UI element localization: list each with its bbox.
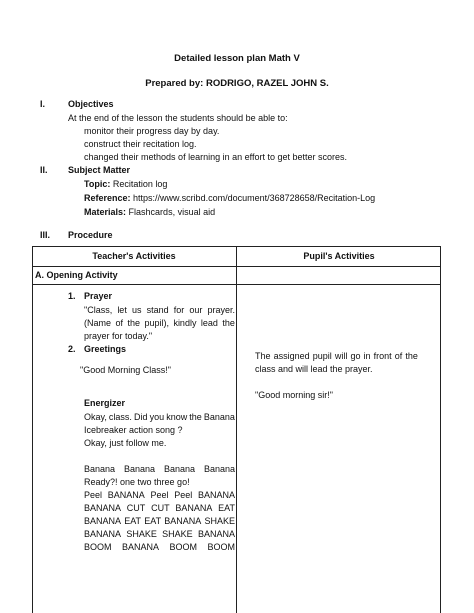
word: SHAKE <box>204 516 235 526</box>
word: for <box>173 305 185 315</box>
prayer-line-last: prayer for today." <box>84 331 153 341</box>
word: CUT <box>151 503 170 513</box>
word: pupil), <box>144 318 169 328</box>
table-column-divider <box>236 246 237 613</box>
topic-label: Topic: <box>84 179 111 189</box>
word: front <box>373 351 392 361</box>
word: Okay, <box>84 412 107 422</box>
teacher-activities-header: Teacher's Activities <box>92 251 176 261</box>
objective-item: changed their methods of learning in an effort to get better scores. <box>84 152 347 162</box>
word: BANANA <box>84 529 122 539</box>
word: "Class, <box>84 305 113 315</box>
procedure-number: III. <box>40 230 51 240</box>
prepared-by-name: RODRIGO, RAZEL JOHN S. <box>205 78 329 89</box>
word: BANANA <box>107 490 145 500</box>
subject-number: II. <box>40 165 48 175</box>
subject-heading: Subject Matter <box>68 165 131 175</box>
opening-activity-heading: A. Opening Activity <box>35 270 118 280</box>
word: BANANA <box>197 490 235 500</box>
objective-item: monitor their progress day by day. <box>84 126 220 136</box>
word: BOOM <box>169 542 197 552</box>
word: Peel <box>150 490 169 500</box>
word: BANANA <box>164 516 202 526</box>
energizer-line <box>84 412 235 422</box>
word: The <box>255 351 271 361</box>
word: our <box>189 305 203 315</box>
song-line: Ready?! one two three go! <box>84 477 190 487</box>
materials-value: Flashcards, visual aid <box>128 207 216 217</box>
word: pupil <box>312 351 332 361</box>
objectives-heading: Objectives <box>68 99 114 109</box>
energizer-line: Okay, just follow me. <box>84 438 167 448</box>
song-line <box>84 542 235 552</box>
pupil-activities-header: Pupil's Activities <box>303 251 375 261</box>
song-line <box>84 529 235 539</box>
word: BANANA <box>84 516 122 526</box>
objective-item: construct their recitation log. <box>84 139 197 149</box>
word: Peel <box>84 490 103 500</box>
song-line <box>84 464 235 474</box>
pupil-line-last: class and will lead the prayer. <box>255 364 373 374</box>
word: EAT <box>124 516 142 526</box>
word: the <box>127 318 140 328</box>
word: stand <box>146 305 169 315</box>
word: us <box>131 305 142 315</box>
word: the <box>405 351 418 361</box>
word: let <box>117 305 127 315</box>
word: prayer. <box>207 305 235 315</box>
topic-line <box>84 179 167 189</box>
word: EAT <box>144 516 162 526</box>
materials-label: Materials: <box>84 207 127 217</box>
word: BANANA <box>84 503 122 513</box>
word: BOOM <box>207 542 235 552</box>
table-section-divider <box>32 284 441 285</box>
pupil-reply: "Good morning sir!" <box>255 390 333 400</box>
objectives-intro: At the end of the lesson the students should be able to: <box>68 113 288 123</box>
song-line <box>84 503 235 513</box>
word: of <box>394 351 403 361</box>
greetings-number: 2. <box>68 344 76 354</box>
prayer-line <box>84 318 235 328</box>
song-line <box>84 516 235 526</box>
prayer-line <box>84 305 235 315</box>
word: Banana <box>163 464 195 474</box>
word: SHAKE <box>126 529 157 539</box>
materials-line <box>84 207 215 217</box>
word: Banana <box>123 464 156 474</box>
energizer-line: Icebreaker action song ? <box>84 425 183 435</box>
prayer-heading: Prayer <box>84 291 113 301</box>
document-title: Detailed lesson plan Math V <box>174 53 300 64</box>
energizer-heading: Energizer <box>84 398 126 408</box>
reference-value: https://www.scribd.com/document/368728658/Recitation-Log <box>133 193 376 203</box>
word: the <box>189 412 202 422</box>
word: Banana <box>203 412 235 422</box>
word: BANANA <box>121 542 159 552</box>
word: you <box>149 412 165 422</box>
word: of <box>115 318 123 328</box>
greetings-heading: Greetings <box>84 344 127 354</box>
procedure-heading: Procedure <box>68 230 113 240</box>
word: go <box>350 351 361 361</box>
prepared-by-label: Prepared by: <box>145 78 204 89</box>
topic-value: Recitation log <box>112 179 168 189</box>
word: Did <box>134 412 148 422</box>
word: will <box>334 351 348 361</box>
reference-line <box>84 193 375 203</box>
word: kindly <box>173 318 197 328</box>
word: the <box>222 318 235 328</box>
word: in <box>363 351 371 361</box>
word: lead <box>200 318 218 328</box>
song-line <box>84 490 235 500</box>
word: Banana <box>203 464 235 474</box>
prayer-number: 1. <box>68 291 76 301</box>
word: BANANA <box>197 529 235 539</box>
word: assigned <box>273 351 310 361</box>
word: Peel <box>174 490 193 500</box>
objectives-number: I. <box>40 99 46 109</box>
word: SHAKE <box>162 529 193 539</box>
table-header-divider <box>32 266 441 267</box>
word: know <box>166 412 188 422</box>
word: EAT <box>218 503 235 513</box>
word: Banana <box>84 464 116 474</box>
pupil-line <box>255 351 418 361</box>
word: (Name <box>84 318 112 328</box>
reference-label: Reference: <box>84 193 131 203</box>
word: BOOM <box>84 542 112 552</box>
word: class. <box>108 412 132 422</box>
prepared-by-line <box>0 78 474 89</box>
word: CUT <box>126 503 146 513</box>
greetings-text: "Good Morning Class!" <box>80 365 171 375</box>
word: BANANA <box>175 503 213 513</box>
